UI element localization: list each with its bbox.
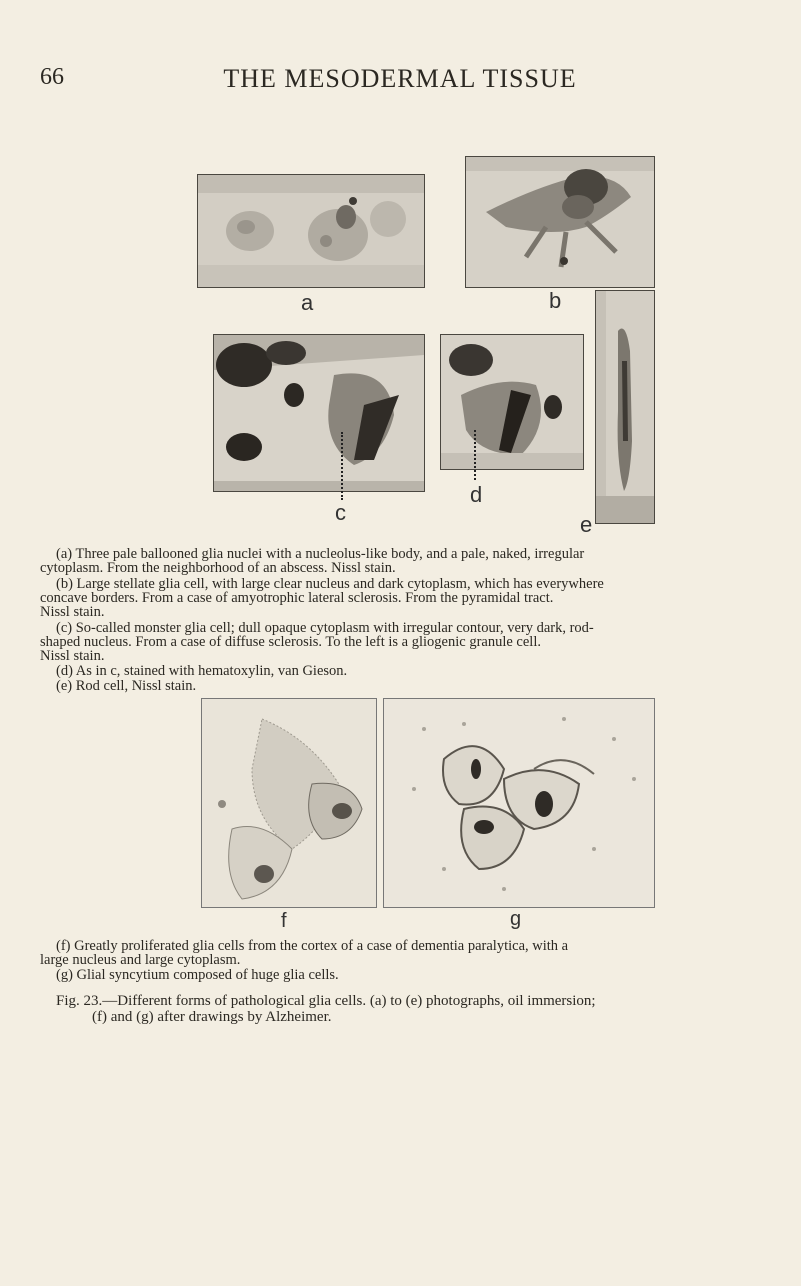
figure-caption (40, 993, 764, 1025)
photo-e-image (596, 291, 654, 523)
label-a: a (301, 290, 314, 315)
caption-f-line2: large nucleus and large cytoplasm. (40, 952, 241, 968)
photo-a-image (198, 175, 424, 287)
captions-a-to-e (40, 547, 764, 719)
photo-b-image (466, 157, 654, 287)
pointer-d (474, 430, 476, 480)
figure-caption-line2: (f) and (g) after drawings by Alzheimer. (92, 1009, 332, 1025)
photo-d (440, 334, 584, 470)
caption-g-line1: (g) Glial syncytium composed of huge glia cells. (56, 967, 339, 983)
drawing-g-image (384, 699, 654, 907)
label-d: d (470, 482, 483, 507)
caption-b-line3: Nissl stain. (40, 604, 105, 620)
label-c: c (335, 500, 346, 525)
photo-c (213, 334, 425, 492)
label-e: e (580, 512, 593, 537)
photo-e (595, 290, 655, 524)
caption-c-line3: Nissl stain. (40, 648, 105, 664)
caption-a-line2: cytoplasm. From the neighborhood of an abscess. Nissl stain. (40, 560, 396, 576)
page-header (40, 64, 760, 104)
page-number: 66 (40, 64, 64, 90)
photo-a (197, 174, 425, 288)
caption-c-line2: shaped nucleus. From a case of diffuse sclerosis. To the left is a gliogenic granule cell. (40, 634, 541, 650)
drawing-f (201, 698, 377, 908)
caption-e-line1: (e) Rod cell, Nissl stain. (56, 678, 197, 694)
drawing-g (383, 698, 655, 908)
photo-b (465, 156, 655, 288)
caption-b-line1: (b) Large stellate glia cell, with large clear nucleus and dark cytoplasm, which has everywhere (56, 576, 604, 592)
caption-d-line1: (d) As in c, stained with hematoxylin, van Gieson. (56, 663, 348, 679)
caption-f-line1: (f) Greatly proliferated glia cells from the cortex of a case of dementia paralytica, with a (56, 938, 569, 954)
label-f: f (281, 910, 287, 932)
figure-caption-line1: Fig. 23.—Different forms of pathological glia cells. (a) to (e) photographs, oil immersion; (56, 993, 596, 1009)
label-b: b (549, 288, 562, 313)
drawing-f-image (202, 699, 376, 907)
captions-f-g (40, 939, 764, 987)
caption-c-line1: (c) So-called monster glia cell; dull opaque cytoplasm with irregular contour, very dark, rod- (56, 620, 594, 636)
caption-a-line1: (a) Three pale ballooned glia nuclei with a nucleolus-like body, and a pale, naked, irregular (56, 546, 585, 562)
pointer-c (341, 432, 343, 500)
photo-c-image (214, 335, 424, 491)
running-head: THE MESODERMAL TISSUE (223, 64, 577, 93)
caption-b-line2: concave borders. From a case of amyotrophic lateral sclerosis. From the pyramidal tract. (40, 590, 554, 606)
photo-d-image (441, 335, 583, 469)
label-g: g (510, 908, 522, 930)
